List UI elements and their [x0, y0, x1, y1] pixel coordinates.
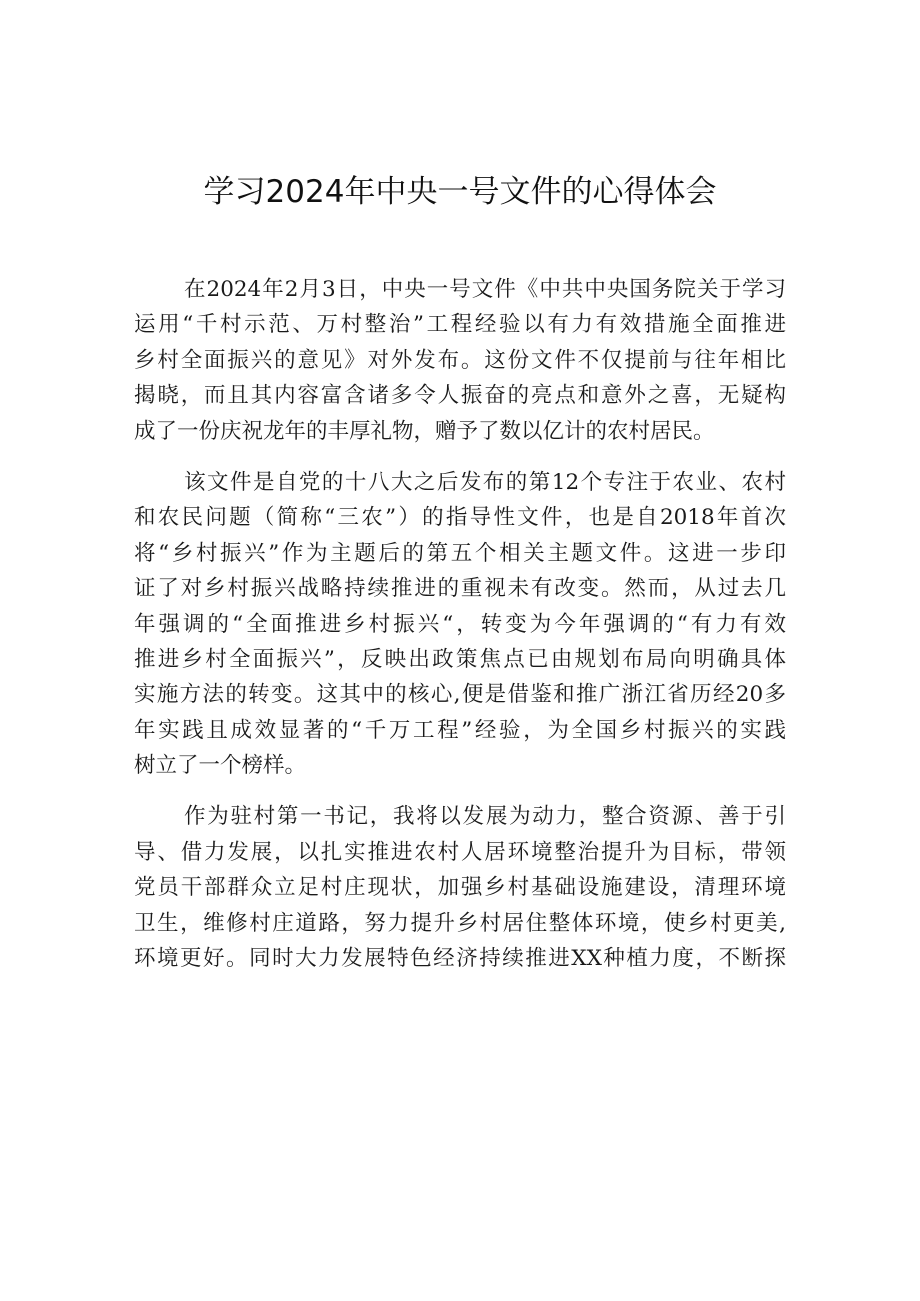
text-line: 该文件是自党的十八大之后发布的第12个专注于农业、农村 [184, 469, 786, 495]
text-line: 环境更好。同时大力发展特色经济持续推进XX种植力度，不断探 [134, 946, 786, 972]
text-line: 将“乡村振兴”作为主题后的第五个相关主题文件。这进一步印 [134, 540, 786, 566]
text-line: 运用“千村示范、万村整治”工程经验以有力有效措施全面推进 [134, 312, 786, 338]
text-line: 在2024年2月3日，中央一号文件《中共中央国务院关于学习 [184, 277, 786, 302]
text-line: 揭晓，而且其内容富含诸多令人振奋的亮点和意外之喜，无疑构 [134, 383, 786, 409]
text-line: 实施方法的转变。这其中的核心,便是借鉴和推广浙江省历经20多 [134, 682, 786, 708]
paragraph-2 [134, 465, 786, 784]
text-line: 年实践且成效显著的“千万工程”经验，为全国乡村振兴的实践 [134, 717, 786, 743]
text-line: 推进乡村全面振兴”，反映出政策焦点已由规划布局向明确具体 [134, 646, 786, 672]
text-line: 年强调的“全面推进乡村振兴“，转变为今年强调的“有力有效 [134, 611, 786, 637]
document-body [134, 272, 786, 992]
text-line: 作为驻村第一书记，我将以发展为动力，整合资源、善于引 [184, 804, 786, 830]
text-line: 树立了一个榜样。 [134, 753, 307, 779]
paragraph-1 [134, 272, 786, 449]
text-line: 证了对乡村振兴战略持续推进的重视未有改变。然而，从过去几 [134, 576, 786, 602]
text-line: 党员干部群众立足村庄现状，加强乡村基础设施建设，清理环境 [134, 875, 786, 901]
text-line: 卫生，维修村庄道路，努力提升乡村居住整体环境，使乡村更美, [134, 910, 786, 936]
paragraph-3 [134, 799, 786, 976]
text-line: 乡村全面振兴的意见》对外发布。这份文件不仅提前与往年相比 [134, 347, 786, 373]
document-title: 学习2024年中央一号文件的心得体会 [203, 174, 717, 210]
text-line: 导、借力发展，以扎实推进农村人居环境整治提升为目标，带领 [134, 839, 786, 865]
text-line: 成了一份庆祝龙年的丰厚礼物，赠予了数以亿计的农村居民。 [134, 418, 715, 444]
text-line: 和农民问题（简称“三农”）的指导性文件，也是自2018年首次 [134, 505, 786, 531]
